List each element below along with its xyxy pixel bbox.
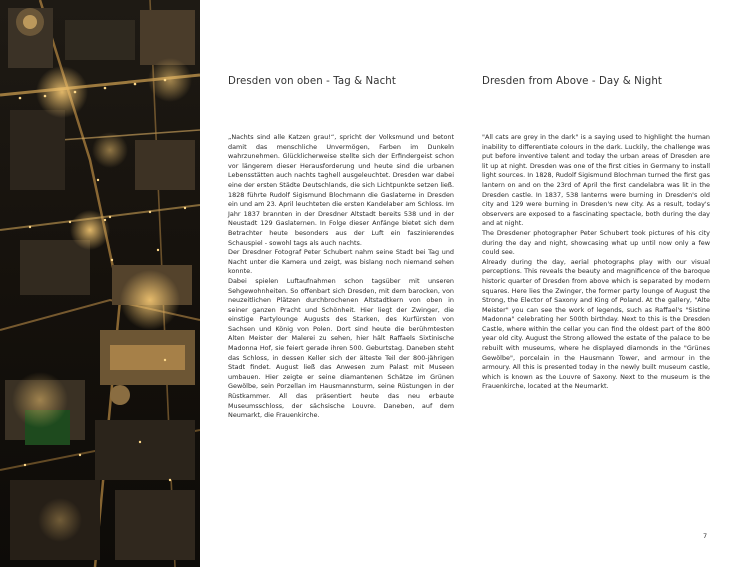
english-paragraph: "All cats are grey in the dark" is a saying used to highlight the human inability to differentiate colours in the dark. Luckily, the challenge was put before inventive talent and today the urban areas of Dresden are lit up at night. Dresden was one of the first cities in Germany to install light sources. In 1828, Rudolf Sigismund Blochman turned the first gas lantern on and on the 23rd of April the first candelabra was lit in the Dresden castle. In 1837, 538 lanterns were burning in Dresden's old city and 129 were burning in Dresden's new city. As a result, today's observers are exposed to a fascinating spectacle, both during the day and at night. (482, 133, 710, 228)
heading-english: Dresden from Above - Day & Night (482, 76, 662, 87)
english-paragraph: Already during the day, aerial photographs play with our visual perceptions. This reveals the beauty and magnificence of the baroque historic quarter of Dresden from above which is separated by modern squares. Here lies the Zwinger, the former party lounge of August the Strong, the Elector of Saxony and King of Poland. At the gallery, "Alte Meister" you can see the work of legends, such as Raffael's "Sistine Madonna" celebrating her 500th birthday. Next to this is the Dresden Castle, where within the cellar you can find the oldest part of the 800 year old city. August the Strong allowed the estate of the palace to be rebuilt with museums, where he displayed diamonds in the "Grünes Gewölbe", porcelain in the Hausmann Tower, and armour in the armoury. All this is presented today in the newly built museum castle, which is known as the Louvre of Saxony. Next to the museum is the Frauenkirche, located at the Neumarkt. (482, 257, 710, 391)
aerial-night-photo (0, 0, 200, 567)
german-paragraph: „Nachts sind alle Katzen grau!“, spricht der Volksmund und betont damit das menschliche Unvermögen, Farben im Dunkeln wahrzunehmen. Glücklicherweise stellte sich der Erfindergeist schon vor längerem dieser Herausforderung und heute sind die urbanen Lebensstätten auch nachts taghell ausgeleuchtet. Dresden war dabei eine der ersten Städte Deutschlands, die sich Lichtpunkte setzen ließ. 1828 führte Rudolf Sigismund Blochmann die Gaslaterne in Dresden ein und am 23. April leuchteten die ersten Kandelaber am Schloss. Im Jahr 1837 brannten in der Dresdner Altstadt bereits 538 und in der Neustadt 129 Gaslaternen. In Folge dieser Anfänge bietet sich dem Betrachter heute besonders aus der Luft ein faszinierendes Schauspiel - sowohl tags als auch nachts. (228, 133, 454, 247)
page-number: 7 (703, 532, 708, 540)
aerial-night-photo-icon (0, 0, 200, 567)
german-paragraph: Der Dresdner Fotograf Peter Schubert nahm seine Stadt bei Tag und Nacht unter die Kamera und zeigt, was bislang noch niemand sehen konnte. (228, 248, 454, 276)
german-paragraph: Dabei spielen Luftaufnahmen schon tagsüber mit unseren Sehgewohnheiten. So offenbart sich Dresden, mit dem barocken, von neuzeitlichen Plätzen durchbrochenen Altstadtkern von oben in seiner ganzen Pracht und Schönheit. Hier liegt der Zwinger, die einstige Partylounge Augusts des Starken, des Kurfürsten von Sachsen und König von Polen. Dort sind heute die berühmtesten Alten Meister der Malerei zu sehen, hier hält Raffaels Sixtinische Madonna Hof, sie feiert gerade ihren 500. Geburtstag. Daneben steht das Schloss, in dessen Keller sich der älteste Teil der 800-jährigen Stadt findet. August ließ das Anwesen zum Palast mit Museen umbauen. Hier zeigte er seine diamantenen Schätze im Grünen Gewölbe, sein Porzellan im Hausmannsturm, seine Rüstungen in der Rüstkammer. All das präsentiert heute das neu erbaute Museumsschloss, der sächsische Louvre. Daneben, auf dem Neumarkt, die Frauenkirche. (228, 276, 454, 420)
english-text-column (482, 133, 710, 392)
heading-german: Dresden von oben - Tag & Nacht (228, 76, 396, 87)
german-text-column (228, 133, 454, 421)
english-paragraph: The Dresdener photographer Peter Schubert took pictures of his city during the day and night, showcasing what up until now only a few could see. (482, 228, 710, 257)
